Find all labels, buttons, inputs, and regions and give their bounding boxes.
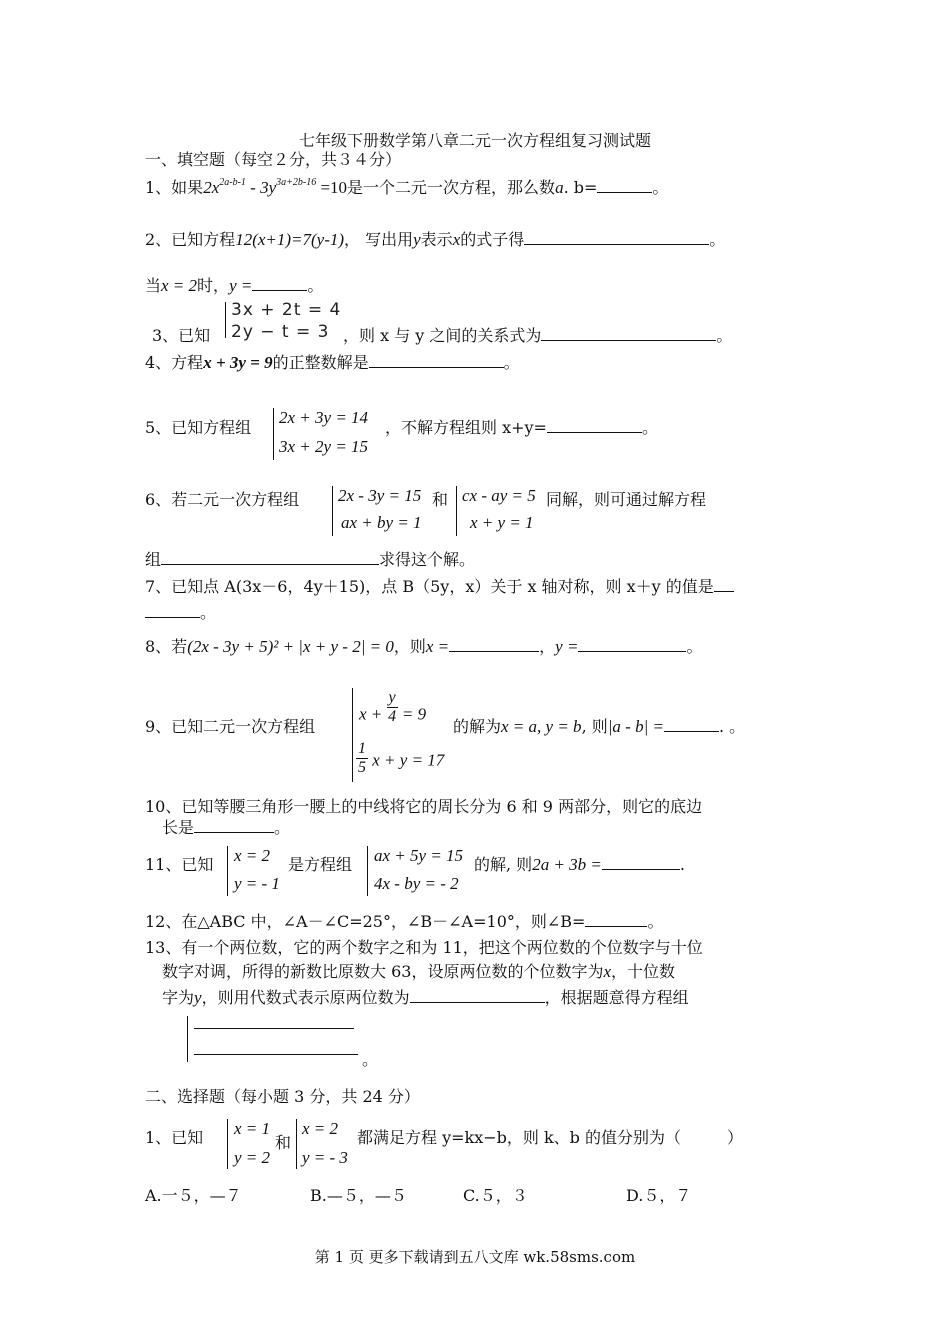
- q9-frac2-den: 5: [358, 759, 366, 776]
- q11-brace-1: [227, 846, 228, 896]
- q1-mid: 是一个二元一次方程，那么数: [347, 178, 556, 197]
- c1-mid: [357, 1128, 743, 1148]
- question-5-tail: [385, 418, 658, 438]
- q1-exp1: 2a-b-1: [219, 177, 246, 188]
- q2-mid3: 的式子得: [460, 230, 525, 249]
- q2-mid1: ， 写出用: [344, 230, 414, 249]
- q7-blank-1[interactable]: [714, 577, 734, 592]
- q6-and: 和: [432, 490, 449, 509]
- q1-term3: =10: [316, 178, 348, 197]
- q3-mid: ，则 x 与 y 之间的关系式为: [343, 326, 542, 345]
- q13-blank-eq2[interactable]: [194, 1054, 358, 1055]
- q6-s2-row1: cx - ay = 5: [462, 486, 536, 505]
- q2-prefix: 2、已知方程: [145, 230, 236, 249]
- c1-s2-row2: y = - 3: [302, 1148, 348, 1167]
- q6-s1-row2: ax + by = 1: [341, 513, 422, 532]
- c1-brace-1: [227, 1119, 228, 1169]
- q11-s2-row1: ax + 5y = 15: [374, 846, 464, 865]
- q4-prefix: 4、方程: [145, 353, 204, 372]
- q8-blank-x[interactable]: [449, 637, 539, 652]
- q3-end: 。: [716, 326, 733, 345]
- q1-term2: - 3y: [245, 178, 277, 197]
- q6-mid: 同解，则可通过解方程: [546, 490, 707, 509]
- q11-mid2: 的解, 则: [474, 855, 533, 874]
- q2b-mid: 时，: [197, 276, 230, 295]
- q3-brace: [225, 302, 226, 338]
- q9-r1a: x +: [359, 704, 383, 724]
- q2-equation: 12(x+1)=7(y-1): [235, 230, 345, 249]
- q4-equation: x + 3y = 9: [203, 353, 273, 372]
- c1-option-d: D.５，７: [626, 1186, 692, 1205]
- question-2: [145, 230, 725, 250]
- q8-x: x =: [425, 637, 450, 656]
- q10-blank[interactable]: [194, 818, 274, 833]
- q1-blank[interactable]: [597, 178, 652, 193]
- q2b-blank[interactable]: [252, 276, 307, 291]
- q3-blank[interactable]: [541, 326, 716, 341]
- q1-exp2: 3a+2b-16: [276, 177, 317, 188]
- q5-mid: ，不解方程组则 x+y=: [385, 418, 547, 437]
- q12-blank[interactable]: [585, 912, 647, 927]
- q7-text: 7、已知点 A(3x－6，4y＋15)，点 B（5y，x）关于 x 轴对称，则 x＋y 的值是: [145, 577, 714, 596]
- question-6b: [145, 550, 475, 570]
- q11-s2-row2: 4x - by = - 2: [374, 874, 459, 893]
- c1-brace-2: [296, 1119, 297, 1169]
- q2-mid2: 表示: [420, 230, 453, 249]
- q9-brace: [352, 688, 353, 782]
- q11-mid: 是方程组: [288, 855, 353, 874]
- c1-option-c: C.５，３: [463, 1186, 528, 1205]
- question-13-line2: [162, 962, 675, 982]
- q2b-cond: x = 2: [161, 276, 198, 295]
- q8-end: 。: [686, 637, 703, 656]
- q1-end: 。: [652, 178, 669, 197]
- question-7: [145, 577, 734, 597]
- question-13-line1: 13、有一个两位数，它的两个数字之和为 11，把这个两位数的个位数字与十位: [145, 938, 703, 957]
- q4-mid: 的正整数解是: [272, 353, 369, 372]
- q13-l3a: 字为: [162, 988, 195, 1007]
- question-12: [145, 912, 663, 932]
- q9-frac2-num: 1: [358, 740, 366, 757]
- q9-frac1-num: y: [388, 689, 396, 706]
- q11-end: .: [679, 855, 685, 874]
- q9-frac1: [387, 689, 398, 726]
- q13-y: y: [194, 988, 202, 1007]
- q3-prefix: 3、已知: [152, 326, 211, 345]
- q6-s1-row1: 2x - 3y = 15: [338, 486, 422, 505]
- q9-frac2: [356, 740, 368, 777]
- q3-row2: 2y − t = 3: [231, 322, 330, 342]
- q12-text: 12、在△ABC 中，∠A－∠C=25°，∠B－∠A=10°，则∠B=: [145, 912, 586, 931]
- q9-row1: [359, 689, 427, 734]
- page-footer: 第 1 页 更多下载请到五八文库 wk.58sms.com: [314, 1248, 636, 1266]
- q13-blank-expr[interactable]: [410, 988, 545, 1003]
- q9-blank[interactable]: [664, 717, 719, 732]
- question-2b: [145, 276, 323, 296]
- question-5-prefix: 5、已知方程组: [145, 418, 252, 437]
- section-fill-blank-heading: 一、填空题（每空２分，共３４分）: [145, 150, 402, 169]
- q12-end: 。: [647, 912, 664, 931]
- q9-end: . 。: [718, 717, 746, 736]
- question-3-tail: [343, 326, 732, 346]
- q3-row1: 3x + 2t = 4: [231, 300, 342, 320]
- c1-s2-row1: x = 2: [302, 1119, 339, 1138]
- q1-tail: . b=: [563, 178, 598, 197]
- q11-s1-row2: y = - 1: [234, 874, 280, 893]
- q13-l2b: ，十位数: [611, 962, 676, 981]
- question-4: [145, 353, 520, 373]
- q13-brace: [187, 1016, 188, 1062]
- q13-end: 。: [362, 1050, 379, 1069]
- c1-option-a: A.一５，—７: [145, 1186, 242, 1205]
- q5-row1: 2x + 3y = 14: [279, 408, 369, 427]
- q9-mid2: , 则: [581, 717, 608, 736]
- c1-s1-row2: y = 2: [234, 1148, 271, 1167]
- question-9-tail: [453, 717, 745, 737]
- q9-abs: |a - b| =: [607, 717, 664, 736]
- c1-option-b: B.—５，—５: [310, 1186, 407, 1205]
- question-1: [145, 178, 668, 201]
- q13-l2a: 数字对调，所得的新数比原数大 63，设原两位数的个位数字为: [162, 962, 604, 981]
- q6b-end: 求得这个解。: [379, 550, 476, 569]
- q1-prefix: 1、如果: [145, 178, 204, 197]
- q2b-end: 。: [307, 276, 324, 295]
- q4-end: 。: [503, 353, 520, 372]
- q2-blank[interactable]: [524, 230, 709, 245]
- q10b-prefix: 长是: [162, 818, 195, 837]
- q8-blank-y[interactable]: [578, 637, 686, 652]
- q13-l3b: ，则用代数式表示原两位数为: [201, 988, 410, 1007]
- c1-and: 和: [275, 1133, 292, 1152]
- q2b-y: y =: [229, 276, 253, 295]
- q13-x: x: [603, 962, 611, 981]
- question-6-prefix: 6、若二元一次方程组: [145, 490, 300, 509]
- q5-end: 。: [641, 418, 658, 437]
- question-13-line3: [162, 988, 689, 1008]
- q9-r2b: x + y = 17: [372, 750, 445, 770]
- q6b-prefix: 组: [145, 550, 162, 569]
- q5-brace: [273, 408, 274, 460]
- q2b-prefix: 当: [145, 276, 162, 295]
- q2-x: x: [452, 230, 461, 249]
- question-3: [152, 326, 210, 346]
- q1-term1: 2x: [203, 178, 220, 197]
- q7-end: 。: [200, 603, 217, 622]
- question-7b: [145, 603, 216, 623]
- q6-s2-row2: x + y = 1: [470, 513, 534, 532]
- question-11-tail: [474, 855, 685, 875]
- c1-mid-text: 都满足方程 y=kx−b，则 k、b 的值分别为（: [357, 1128, 682, 1147]
- q9-solution: x = a, y = b: [501, 717, 582, 736]
- q8-mid: ，则: [393, 637, 426, 656]
- q5-blank[interactable]: [547, 418, 642, 433]
- q10b-end: 。: [274, 818, 291, 837]
- q11-blank[interactable]: [602, 855, 680, 870]
- q9-mid: 的解为: [453, 717, 502, 736]
- question-8: [145, 637, 702, 657]
- c1-end: ）: [727, 1128, 744, 1147]
- q7-blank-2[interactable]: [145, 603, 200, 618]
- q2-y: y: [413, 230, 421, 249]
- q8-equation: (2x - 3y + 5)² + |x + y - 2| = 0: [187, 637, 394, 656]
- q2-end: 。: [709, 230, 726, 249]
- q6b-blank[interactable]: [161, 550, 379, 565]
- q9-row2: [356, 740, 445, 780]
- q1-a: a: [555, 178, 564, 197]
- c1-s1-row1: x = 1: [234, 1119, 271, 1138]
- question-11-prefix: 11、已知: [145, 855, 214, 874]
- q8-y: y =: [555, 637, 579, 656]
- q6-brace-2: [456, 486, 457, 536]
- question-9-prefix: 9、已知二元一次方程组: [145, 717, 316, 736]
- q13-blank-eq1[interactable]: [194, 1028, 354, 1029]
- section-choice-heading: 二、选择题（每小题 3 分，共 24 分）: [145, 1087, 420, 1106]
- q4-blank[interactable]: [369, 353, 504, 368]
- question-10: 10、已知等腰三角形一腰上的中线将它的周长分为 6 和 9 两部分，则它的底边: [145, 797, 703, 816]
- q13-l3c: ，根据题意得方程组: [544, 988, 689, 1007]
- document-title: 七年级下册数学第八章二元一次方程组复习测试题: [298, 131, 651, 150]
- q9-frac1-den: 4: [388, 708, 397, 725]
- q6-brace-1: [332, 486, 333, 536]
- q11-s1-row1: x = 2: [234, 846, 271, 865]
- q11-brace-2: [367, 846, 368, 896]
- choice-1-prefix: 1、已知: [145, 1128, 204, 1147]
- question-10b: [162, 818, 290, 838]
- q11-expr: 2a + 3b =: [532, 855, 602, 874]
- q9-r1b: = 9: [401, 704, 427, 724]
- q8-prefix: 8、若: [145, 637, 188, 656]
- q5-row2: 3x + 2y = 15: [279, 437, 369, 456]
- q8-comma: ，: [539, 637, 556, 656]
